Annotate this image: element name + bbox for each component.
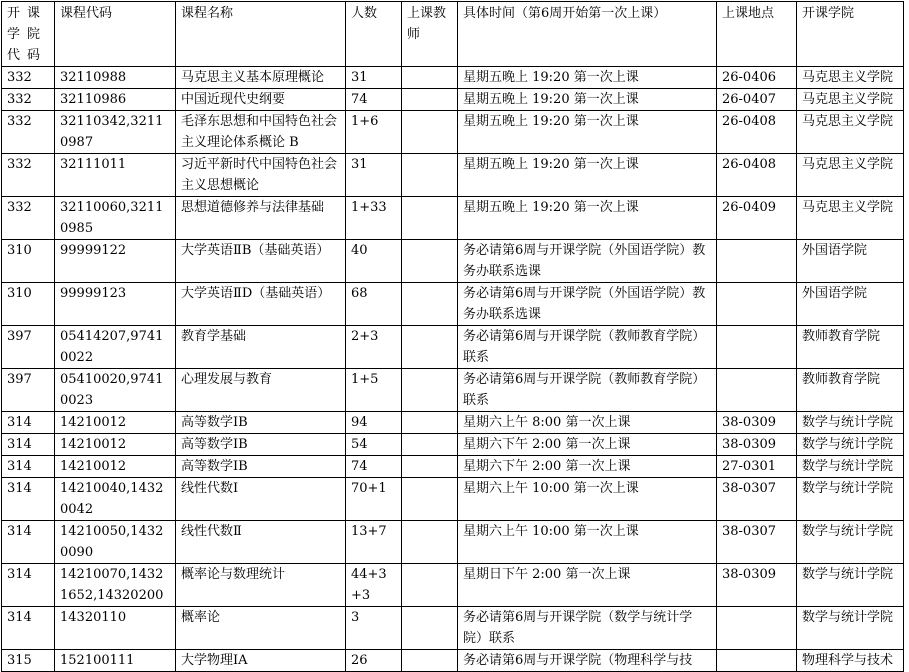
cell-course-code: 05410020,97410023 xyxy=(55,369,176,412)
cell-teacher xyxy=(402,369,458,412)
cell-course-code: 14210040,14320042 xyxy=(55,478,176,521)
cell-time: 星期五晚上 19:20 第一次上课 xyxy=(458,197,717,240)
table-row xyxy=(2,434,904,456)
cell-college: 数学与统计学院 xyxy=(797,434,904,456)
cell-course-name: 大学英语ⅡB（基础英语） xyxy=(176,240,346,283)
table-row xyxy=(2,197,904,240)
cell-teacher xyxy=(402,67,458,89)
cell-course-name: 大学英语ⅡD（基础英语） xyxy=(176,283,346,326)
cell-teacher xyxy=(402,154,458,197)
cell-college-code: 315 xyxy=(2,650,55,672)
cell-course-name: 高等数学ⅠB xyxy=(176,412,346,434)
cell-course-name: 线性代数Ⅰ xyxy=(176,478,346,521)
cell-college-code: 314 xyxy=(2,607,55,650)
cell-course-code: 14210012 xyxy=(55,412,176,434)
cell-course-code: 14210070,14321652,14320200 xyxy=(55,564,176,607)
cell-location xyxy=(717,650,797,672)
cell-college-code: 332 xyxy=(2,154,55,197)
cell-course-name: 思想道德修养与法律基础 xyxy=(176,197,346,240)
cell-college-code: 314 xyxy=(2,478,55,521)
cell-course-code: 99999122 xyxy=(55,240,176,283)
cell-teacher xyxy=(402,478,458,521)
cell-course-code: 14320110 xyxy=(55,607,176,650)
cell-location: 38-0309 xyxy=(717,412,797,434)
cell-time: 星期六上午 8:00 第一次上课 xyxy=(458,412,717,434)
cell-course-code: 05414207,97410022 xyxy=(55,326,176,369)
cell-course-name: 概率论 xyxy=(176,607,346,650)
cell-time: 星期日下午 2:00 第一次上课 xyxy=(458,564,717,607)
cell-college: 教师教育学院 xyxy=(797,326,904,369)
cell-teacher xyxy=(402,434,458,456)
table-body xyxy=(2,67,904,672)
cell-college-code: 332 xyxy=(2,111,55,154)
cell-college-code: 397 xyxy=(2,369,55,412)
cell-time: 务必请第6周与开课学院（教师教育学院）联系 xyxy=(458,369,717,412)
header-teacher: 上课教师 xyxy=(402,2,458,67)
cell-location xyxy=(717,607,797,650)
cell-college-code: 314 xyxy=(2,412,55,434)
cell-college: 数学与统计学院 xyxy=(797,564,904,607)
cell-course-code: 14210050,14320090 xyxy=(55,521,176,564)
cell-course-code: 32111011 xyxy=(55,154,176,197)
cell-college: 数学与统计学院 xyxy=(797,478,904,521)
cell-time: 星期六下午 2:00 第一次上课 xyxy=(458,434,717,456)
cell-teacher xyxy=(402,412,458,434)
cell-count: 2+3 xyxy=(346,326,402,369)
cell-count: 44+3+3 xyxy=(346,564,402,607)
cell-college: 物理科学与技术 xyxy=(797,650,904,672)
cell-course-code: 32110060,32110985 xyxy=(55,197,176,240)
cell-course-name: 线性代数Ⅱ xyxy=(176,521,346,564)
cell-time: 星期五晚上 19:20 第一次上课 xyxy=(458,111,717,154)
cell-college: 数学与统计学院 xyxy=(797,607,904,650)
cell-college-code: 332 xyxy=(2,67,55,89)
cell-course-name: 毛泽东思想和中国特色社会主义理论体系概论 B xyxy=(176,111,346,154)
cell-course-code: 14210012 xyxy=(55,456,176,478)
cell-teacher xyxy=(402,197,458,240)
header-location: 上课地点 xyxy=(717,2,797,67)
cell-college: 外国语学院 xyxy=(797,283,904,326)
cell-course-code: 32110986 xyxy=(55,89,176,111)
table-row xyxy=(2,607,904,650)
cell-college: 数学与统计学院 xyxy=(797,456,904,478)
cell-college-code: 332 xyxy=(2,197,55,240)
course-table xyxy=(1,1,904,672)
cell-time: 星期五晚上 19:20 第一次上课 xyxy=(458,89,717,111)
cell-location: 26-0408 xyxy=(717,154,797,197)
cell-count: 54 xyxy=(346,434,402,456)
cell-count: 3 xyxy=(346,607,402,650)
cell-college-code: 310 xyxy=(2,240,55,283)
cell-course-code: 14210012 xyxy=(55,434,176,456)
cell-college-code: 332 xyxy=(2,89,55,111)
cell-course-name: 心理发展与教育 xyxy=(176,369,346,412)
cell-teacher xyxy=(402,456,458,478)
table-row xyxy=(2,283,904,326)
cell-college: 数学与统计学院 xyxy=(797,412,904,434)
cell-college-code: 314 xyxy=(2,521,55,564)
table-row xyxy=(2,456,904,478)
cell-count: 1+5 xyxy=(346,369,402,412)
cell-count: 74 xyxy=(346,456,402,478)
cell-college-code: 310 xyxy=(2,283,55,326)
cell-course-name: 马克思主义基本原理概论 xyxy=(176,67,346,89)
header-college: 开课学院 xyxy=(797,2,904,67)
cell-count: 68 xyxy=(346,283,402,326)
cell-count: 1+33 xyxy=(346,197,402,240)
table-row xyxy=(2,89,904,111)
cell-college: 外国语学院 xyxy=(797,240,904,283)
cell-location: 27-0301 xyxy=(717,456,797,478)
table-row xyxy=(2,240,904,283)
cell-course-name: 教育学基础 xyxy=(176,326,346,369)
cell-time: 星期六上午 10:00 第一次上课 xyxy=(458,478,717,521)
cell-location: 26-0407 xyxy=(717,89,797,111)
course-schedule-sheet xyxy=(1,1,904,672)
table-row xyxy=(2,521,904,564)
cell-course-code: 152100111 xyxy=(55,650,176,672)
table-row xyxy=(2,111,904,154)
cell-course-code: 32110988 xyxy=(55,67,176,89)
cell-location: 38-0309 xyxy=(717,564,797,607)
header-college-code: 开课学院代码 xyxy=(2,2,55,67)
cell-teacher xyxy=(402,326,458,369)
table-row xyxy=(2,67,904,89)
cell-location: 26-0406 xyxy=(717,67,797,89)
cell-college: 马克思主义学院 xyxy=(797,197,904,240)
cell-college-code: 314 xyxy=(2,434,55,456)
table-row xyxy=(2,369,904,412)
cell-location xyxy=(717,240,797,283)
cell-course-name: 高等数学ⅠB xyxy=(176,434,346,456)
cell-college-code: 314 xyxy=(2,456,55,478)
cell-teacher xyxy=(402,564,458,607)
cell-teacher xyxy=(402,89,458,111)
cell-course-name: 中国近现代史纲要 xyxy=(176,89,346,111)
table-row xyxy=(2,326,904,369)
cell-college-code: 314 xyxy=(2,564,55,607)
table-row xyxy=(2,154,904,197)
header-row xyxy=(2,2,904,67)
cell-location xyxy=(717,283,797,326)
cell-teacher xyxy=(402,650,458,672)
cell-location: 38-0307 xyxy=(717,478,797,521)
cell-location xyxy=(717,369,797,412)
table-row xyxy=(2,650,904,672)
cell-location: 26-0408 xyxy=(717,111,797,154)
cell-time: 务必请第6周与开课学院（物理科学与技 xyxy=(458,650,717,672)
cell-time: 星期五晚上 19:20 第一次上课 xyxy=(458,67,717,89)
cell-teacher xyxy=(402,240,458,283)
cell-time: 星期六下午 2:00 第一次上课 xyxy=(458,456,717,478)
cell-college-code: 397 xyxy=(2,326,55,369)
cell-count: 31 xyxy=(346,154,402,197)
cell-college: 数学与统计学院 xyxy=(797,521,904,564)
cell-count: 40 xyxy=(346,240,402,283)
cell-course-name: 习近平新时代中国特色社会主义思想概论 xyxy=(176,154,346,197)
cell-count: 13+7 xyxy=(346,521,402,564)
table-row xyxy=(2,478,904,521)
header-time: 具体时间（第6周开始第一次上课） xyxy=(458,2,717,67)
cell-count: 31 xyxy=(346,67,402,89)
cell-teacher xyxy=(402,521,458,564)
cell-course-code: 99999123 xyxy=(55,283,176,326)
cell-time: 务必请第6周与开课学院（外国语学院）教务办联系选课 xyxy=(458,283,717,326)
cell-time: 务必请第6周与开课学院（教师教育学院）联系 xyxy=(458,326,717,369)
cell-time: 星期五晚上 19:20 第一次上课 xyxy=(458,154,717,197)
table-row xyxy=(2,564,904,607)
cell-location xyxy=(717,326,797,369)
cell-college: 马克思主义学院 xyxy=(797,111,904,154)
cell-course-name: 概率论与数理统计 xyxy=(176,564,346,607)
cell-time: 务必请第6周与开课学院（外国语学院）教务办联系选课 xyxy=(458,240,717,283)
cell-course-code: 32110342,32110987 xyxy=(55,111,176,154)
table-row xyxy=(2,412,904,434)
cell-count: 70+1 xyxy=(346,478,402,521)
header-course-name: 课程名称 xyxy=(176,2,346,67)
cell-count: 74 xyxy=(346,89,402,111)
cell-teacher xyxy=(402,607,458,650)
cell-location: 38-0309 xyxy=(717,434,797,456)
cell-teacher xyxy=(402,283,458,326)
header-count: 人数 xyxy=(346,2,402,67)
cell-college: 马克思主义学院 xyxy=(797,67,904,89)
cell-time: 务必请第6周与开课学院（数学与统计学院）联系 xyxy=(458,607,717,650)
cell-count: 26 xyxy=(346,650,402,672)
cell-college: 马克思主义学院 xyxy=(797,89,904,111)
cell-teacher xyxy=(402,111,458,154)
cell-count: 1+6 xyxy=(346,111,402,154)
cell-course-name: 大学物理ⅠA xyxy=(176,650,346,672)
cell-location: 38-0307 xyxy=(717,521,797,564)
cell-time: 星期六上午 10:00 第一次上课 xyxy=(458,521,717,564)
cell-count: 94 xyxy=(346,412,402,434)
cell-course-name: 高等数学ⅠB xyxy=(176,456,346,478)
cell-location: 26-0409 xyxy=(717,197,797,240)
header-course-code: 课程代码 xyxy=(55,2,176,67)
cell-college: 马克思主义学院 xyxy=(797,154,904,197)
cell-college: 教师教育学院 xyxy=(797,369,904,412)
